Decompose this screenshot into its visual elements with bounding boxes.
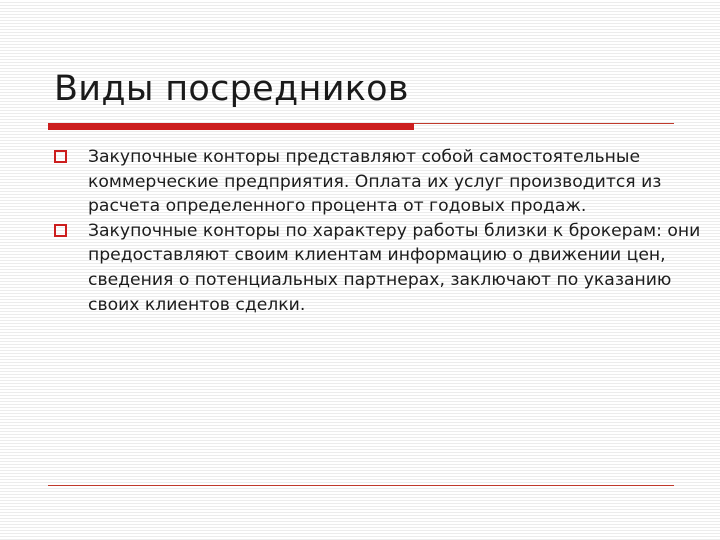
bullet-item-2 [54, 219, 704, 317]
footer-divider [48, 485, 674, 486]
bullet-text-1: Закупочные конторы представляют собой самостоятельные коммерческие предприятия. Оплата их услуг производится из расчета определенного процента от годовых продаж. [88, 147, 662, 217]
slide-title: Виды посредников [54, 69, 409, 109]
hollow-square-icon [54, 150, 67, 163]
bullet-text-2: Закупочные конторы по характеру работы близки к брокерам: они предоставляют своим клиентам информацию о движении цен, сведения о потенциальных партнерах, заключают по указанию своих клиентов сделки. [88, 220, 701, 315]
hollow-square-icon [54, 224, 67, 237]
bullet-list [54, 145, 704, 317]
title-underline-accent [48, 123, 414, 130]
bullet-item-1 [54, 145, 704, 219]
